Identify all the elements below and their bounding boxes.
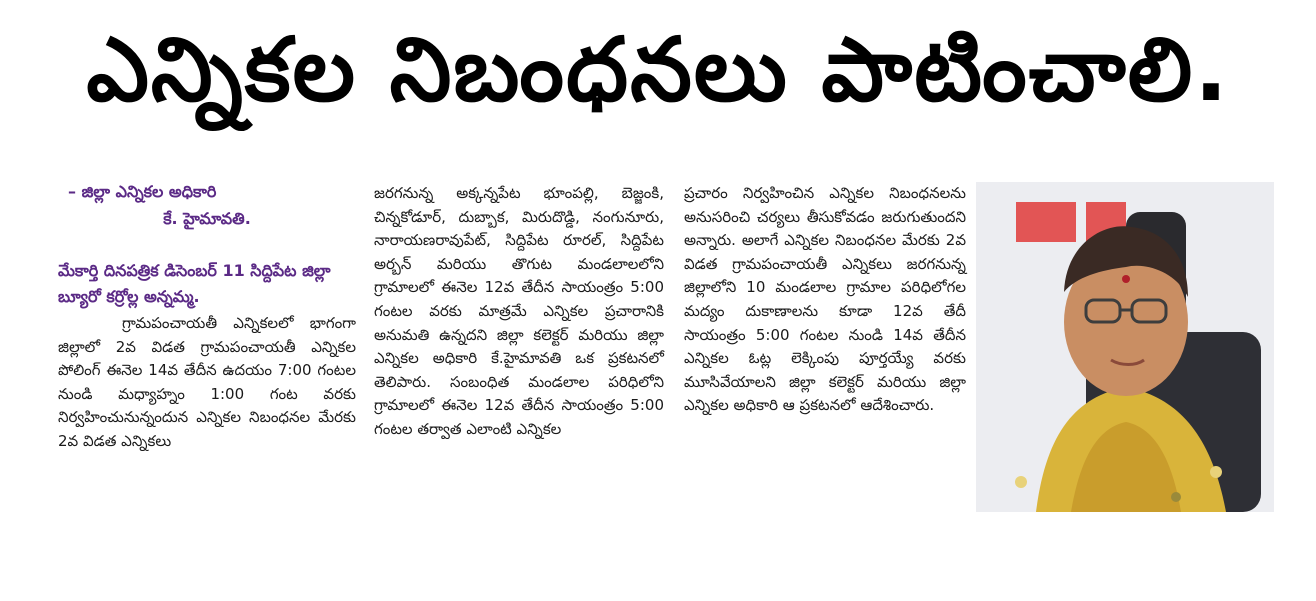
body-text-col1: గ్రామపంచాయతీ ఎన్నికలలో భాగంగా జిల్లాలో 2వ విడత గ్రామపంచాయతీ ఎన్నికల పోలింగ్ ఈనెల 14వ తేదీన ఉదయం 7:00 గంటల నుండి మధ్యాహ్నం 1:00 గంట వరకు నిర్వహించునున్నందున ఎన్నికల నిబంధనల మేరకు 2వ విడత ఎన్నికలు (58, 314, 356, 450)
article-column-3: ప్రచారం నిర్వహించిన ఎన్నికల నిబంధనలను అనుసరించి చర్యలు తీసుకోవడం జరుగుతుందని అన్నారు. అలాగే ఎన్నికల నిబంధనల మేరకు 2వ విడత గ్రామపంచాయతీ ఎన్నికలు జరగనున్న జిల్లాలోని 10 మండలాల గ్రామాల పరిధిలోగల మద్యం దుకాణాలను కూడా 12వ తేదీ సాయంత్రం 5:00 గంటల నుండి 14వ తేదీన ఎన్నికల ఓట్ల లెక్కింపు పూర్తయ్యే వరకు మూసివేయాలని జిల్లా కలెక్టర్ మరియు జిల్లా ఎన్నికల అధికారి ఆ ప్రకటనలో ఆదేశించారు. (684, 184, 966, 415)
article-column-2: జరగనున్న అక్కన్నపేట భూంపల్లి, బెజ్జంకి, చిన్నకోడూర్, దుబ్బాక, మిరుదొడ్డి, నంగునూరు, నారాయణరావుపేట్, సిద్దిపేట రూరల్, సిద్దిపేట అర్బన్ మరియు తొగుట మండలాలలోని గ్రామాలలో ఈనెల 12వ తేదీన సాయంత్రం 5:00 గంటల వరకు మాత్రమే ఎన్నికల ప్రచారానికి అనుమతి ఉన్నదని జిల్లా కలెక్టర్ మరియు జిల్లా ఎన్నికల అధికారి కే.హైమావతి ఒక ప్రకటనలో తెలిపారు. సంబంధిత మండలాల పరిధిలోని గ్రామాలలో ఈనెల 12వ తేదీన సాయంత్రం 5:00 గంటల తర్వాత ఎలాంటి ఎన్నికల (374, 184, 664, 438)
byline-role: – జిల్లా ఎన్నికల అధికారి (68, 182, 217, 201)
dateline: మేకార్తి దినపత్రిక డిసెంబర్ 11 సిద్దిపేట జిల్లా బ్యూరో కర్రోల్ల అన్నమ్మ. (58, 261, 331, 306)
byline-name: కే. హైమావతి. (163, 209, 251, 228)
headline: ఎన్నికల నిబంధనలు పాటించాలి. (86, 18, 1230, 121)
article-column-1 (58, 178, 356, 454)
official-portrait-photo (976, 182, 1274, 512)
byline (58, 178, 356, 232)
